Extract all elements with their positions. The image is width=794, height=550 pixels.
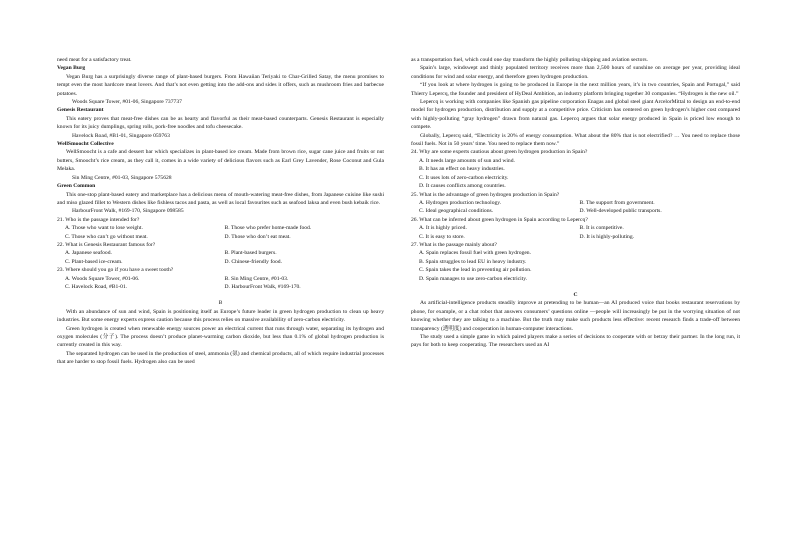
option: A. It needs large amounts of sun and wind. [419,157,515,164]
option: A. Spain replaces fossil fuel with green hydrogen. [419,250,532,257]
option: C. Spain takes the lead in preventing air pollution. [419,267,532,274]
question-options [411,157,740,191]
option: A. Woods Square Tower, #01-06. [65,275,140,282]
option: C. Those who can’t go without meat. [65,233,148,240]
question-stem: 22. What is Genesis Restaurant famous for? [57,241,156,248]
question-options [411,224,740,241]
question-options [411,249,740,283]
passage-paragraph: Globally, Lepercq said, “Electricity is 20% of energy consumption. What about the 80% that is not electrified? … You need to replace those fossil fuels. Not in 50 years’ time. You need to replace them now.” [411,132,740,148]
restaurant-address: Havelock Road, #B1-01, Singapore 059763 [72,132,170,139]
passage-paragraph: Green hydrogen is created when renewable energy sources power an electrical current that runs through water, separating its hydrogen and oxygen molecules (分子). The process doesn’t produce planet-warming carbon dioxide, but less than 0.1% of global hydrogen production is currently created in this way. [57,325,384,349]
restaurant-address: Sin Ming Centre, #01-03, Singapore 575628 [72,174,172,181]
passage-paragraph: “If you look at where hydrogen is going to be produced in Europe in the next million years, it’s in two countries, Spain and Portugal,” said Thierry Lepercq, the founder and president of HyDeal Ambition, an industry platform bringing together 30 companies. “Hydrogen is the new oil.” [411,82,740,97]
option: C. It is easy to store. [419,233,465,240]
option: B. It has an effect on heavy industries. [419,166,505,173]
question-stem: 27. What is the passage mainly about? [411,241,497,248]
option: D. Spain manages to use zero-carbon electricity. [419,275,528,282]
section-label: B [218,300,223,307]
option: B. It is competitive. [579,225,624,232]
question-stem: 21. Who is the passage intended for? [57,216,140,223]
option: A. Those who want to lose weight. [65,225,143,232]
question-stem: 23. Where should you go if you have a sweet tooth? [57,267,174,274]
right-column [411,56,740,350]
passage-paragraph: as a transportation fuel, which could one day transform the highly polluting shipping and aviation sectors. [411,57,648,63]
question-options [57,249,384,266]
passage-paragraph: The separated hydrogen can be used in the production of steel, ammonia (氨) and chemical products, all of which require industrial processes that are harder to stop fossil fuels. Hydrogen also can be used [57,350,384,366]
option: C. Ideal geographical conditions. [419,208,494,215]
option: C. Havelock Road, #B1-01. [65,283,128,290]
option: A. It is highly priced. [419,225,467,232]
restaurant-name: WellSmoocht Collective [57,141,114,148]
option: D. It causes conflicts among countries. [419,183,506,190]
option: D. Those who don’t eat meat. [224,233,291,240]
option: D. HarbourFront Walk, #169-170. [224,283,301,290]
restaurant-name: Vegan Burg [57,65,86,72]
restaurant-address: Woods Square Tower, #01-06, Singapore 737737 [72,99,182,106]
restaurant-name: Green Common [57,183,96,190]
passage-paragraph: Lepercq is working with companies like Spanish gas pipeline corporation Enagas and global steel giant ArcelorMittal to design an end-to-end model for hydrogen production, distribution and supply at a competitive price. Criticism has centered on green hydrogen’s higher cost compared with highly-polluting “gray hydrogen” drawn from natural gas. Lepercq argues that solar energy produced in Spain is priced low enough to compete. [411,99,740,131]
question-stem: 25. What is the advantage of green hydrogen production in Spain? [411,191,560,198]
restaurant-desc: Vegan Burg has a surprisingly diverse range of plant-based burgers. From Hawaiian Teriyaki to Char-Grilled Satay, the menu promises to tempt even the most hardcore meat lovers. And that’s not even getting into the add-ons and sides it offers, such as mushroom fries and barbecue potatoes. [57,73,384,97]
intro-line: need meat for a satisfactory treat. [57,57,132,63]
passage-paragraph: As artificial-intelligence products steadily improve at pretending to be human—an AI produced voice that books restaurant reservations by phone, for example, or a chat robot that answers consumers’ questions online —people will increasingly be put in the worrying situation of not knowing whether they are talking to a machine. But the truth may make such products less effective: recent research finds a trade-off between transparency (透明度) and cooperation in human-computer interactions. [411,300,740,332]
option: C. Plant-based ice-cream. [65,258,123,265]
option: B. Spain struggles to lead EU in heavy industry. [419,258,527,265]
option: B. Plant-based burgers. [224,250,277,257]
option: B. Those who prefer home-made food. [224,225,312,232]
option: B. Sin Ming Centre, #01-03. [224,275,289,282]
passage-paragraph: With an abundance of sun and wind, Spain is positioning itself as Europe’s future leader in green hydrogen production to clean up heavy industries. But some energy experts express caution because this process relies on massive availability of zero-carbon electricity. [57,308,384,324]
option: D. It is highly-polluting. [579,233,635,240]
section-label: C [573,291,578,298]
restaurant-desc: This eatery proves that meat-free dishes can be as hearty and flavorful as their meat-based counterparts. Genesis Restaurant is especially known for its juicy dumplings, spring rolls, pork-free noodles and tofu cheesecake. [57,115,384,131]
option: A. Japanese seafood. [65,250,112,257]
option: D. Well-developed public transports. [579,208,662,215]
question-stem: 26. What can be inferred about green hydrogen in Spain according to Lepercq? [411,216,588,223]
question-options [411,199,740,216]
option: B. The support from government. [579,199,655,206]
option: C. It uses lots of zero-carbon electricity. [419,174,509,181]
question-options [57,275,384,292]
option: A. Hydrogen production technology. [419,199,502,206]
left-column [57,56,384,367]
restaurant-address: HarbourFront Walk, #169-170, Singapore 098585 [72,208,184,215]
question-options [57,224,384,241]
restaurant-name: Genesis Restaurant [57,107,104,114]
passage-paragraph: Spain’s large, windswept and thinly populated territory receives more than 2,500 hours of sunshine on average per year, providing ideal conditions for wind and solar energy, and therefore green hydrogen production. [411,65,740,80]
restaurant-desc: WellSmoocht is a cafe and dessert bar which specializes in plant-based ice cream. Made from brown rice, sugar cane juice and fruits or nut butters, Smoocht’s rice cream, as they call it, comes in a wide variety of delicious flavors such as Earl Grey Lavender, Rose Coconut and Gula Melaka. [57,149,384,173]
restaurant-desc: This one-stop plant-based eatery and marketplace has a delicious menu of mouth-watering meat-free dishes, from Japanese cuisine like sushi and miso glazed fillet to Western dishes like fishless tacos and pasta, as well as local favourites such as seafood laksa and even bush kebaik rice. [57,191,384,206]
passage-paragraph: The study used a simple game in which paired players make a series of decisions to cooperate with or betray their partner. In the long run, it pays for both to keep cooperating. The researchers used an AI [411,334,740,349]
question-stem: 24. Why are some experts cautious about green hydrogen production in Spain? [411,149,588,156]
option: D. Chinese-friendly food. [224,258,282,265]
